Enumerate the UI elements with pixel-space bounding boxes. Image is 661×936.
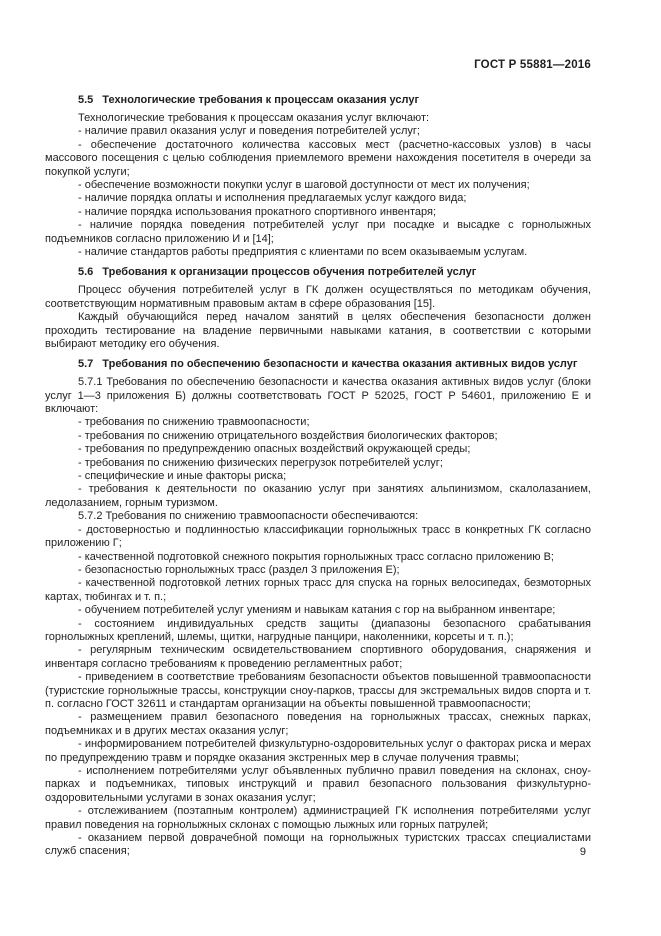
list-item: - наличие стандартов работы предприятия с клиентами по всем оказываемым услугам.	[78, 245, 528, 258]
list-item: - информированием потребителей физкультурно-оздоровительных услуг о факторах риска и мерах по предупреждению травм и порядке оказания экстренных мер в случае получения травмы;	[45, 738, 591, 764]
list-item: - наличие порядка использования прокатного спортивного инвентаря;	[78, 205, 437, 218]
list-item: - специфические и иные факторы риска;	[78, 470, 287, 483]
paragraph: Каждый обучающийся перед началом занятий в целях обеспечения безопасности должен проходить тестирование на владение первичными навыками катания, в соответствии с которыми выбирают методику его обучения.	[45, 311, 591, 350]
section-heading	[45, 358, 591, 371]
section-title: Технологические требования к процессам оказания услуг	[102, 94, 420, 106]
list-item: - достоверностью и подлинностью классификации горнолыжных трасс в конкретных ГК согласно приложению Г;	[45, 523, 591, 550]
list-item: - наличие порядка поведения потребителей услуг при посадке и высадке с горнолыжных подъемников согласно приложению И и [14];	[45, 219, 591, 245]
list-item: - обеспечение достаточного количества кассовых мест (расчетно-кассовых узлов) в часы массового посещения с целью соблюдения приемлемого времени нахождения посетителя в очереди за покупкой услуги;	[45, 138, 591, 178]
list-item: - безопасностью горнолыжных трасс (раздел 3 приложения Е);	[78, 563, 400, 576]
document-body	[45, 87, 591, 859]
paragraph: Процесс обучения потребителей услуг в ГК должен осуществляться по методикам обучения, соответствующим нормативным правовым актам в сфере образования [15].	[45, 284, 591, 310]
list-item: - требования по снижению физических перегрузок потребителей услуг;	[78, 456, 443, 469]
running-header: ГОСТ Р 55881—2016	[474, 59, 591, 71]
section-number: 5.5	[78, 94, 94, 106]
list-item: - требования по предупреждению опасных воздействий окружающей среды;	[78, 443, 471, 456]
page-number: 9	[579, 846, 586, 858]
list-item: - отслеживанием (поэтапным контролем) администрацией ГК исполнения потребителями услуг правил поведения на горнолыжных склонах с помощью лыжных или горных патрулей;	[45, 805, 591, 831]
section-number: 5.7	[78, 358, 94, 371]
paragraph: 5.7.2 Требования по снижению травмоопасности обеспечиваются:	[78, 510, 419, 523]
list-item: - требования к деятельности по оказанию услуг при занятиях альпинизмом, скалолазанием, ледолазанием, горным туризмом.	[45, 483, 591, 509]
list-item: - размещением правил безопасного поведения на горнолыжных трассах, снежных парках, подъемниках и в других местах оказания услуг;	[45, 711, 591, 737]
list-item: - состоянием индивидуальных средств защиты (диапазоны безопасного срабатывания горнолыжных креплений, шлемы, щитки, нагрудные панцири, наколенники, корсеты и т. п.);	[45, 617, 591, 643]
list-item: - исполнением потребителями услуг объявленных публично правил поведения на склонах, сноу-парках и подъемниках, типовых инструкций и правил безопасного пользования физкультурно-оздоровительными услугами в зонах оказания услуг;	[45, 765, 591, 804]
section-number: 5.6	[78, 266, 94, 279]
list-item: - регулярным техническим освидетельствованием спортивного оборудования, снаряжения и инвентаря согласно требованиям к проведению регламентных работ;	[45, 644, 591, 670]
list-item: - наличие правил оказания услуг и поведения потребителей услуг;	[78, 125, 420, 138]
section-heading	[45, 266, 591, 279]
list-item: - требования по снижению отрицательного воздействия биологических факторов;	[78, 429, 498, 442]
section-heading	[45, 94, 591, 107]
list-item: - качественной подготовкой летних горных трасс для спуска на горных велосипедах, безмоторных картах, тюбингах и т. п.;	[45, 577, 591, 603]
list-item: - обучением потребителей услуг умениям и навыкам катания с гор на выбранном инвентаре;	[78, 604, 556, 617]
paragraph: 5.7.1 Требования по обеспечению безопасности и качества оказания активных видов услуг (блоки услуг 1—3 приложения Б) должны соответствовать ГОСТ Р 52025, ГОСТ Р 54601, приложению Е и включают:	[45, 376, 591, 416]
section-title: Требования по обеспечению безопасности и качества оказания активных видов услуг	[102, 358, 578, 371]
list-item: - требования по снижению травмоопасности;	[78, 416, 310, 429]
paragraph: Технологические требования к процессам оказания услуг включают:	[78, 111, 430, 124]
section-title: Требования к организации процессов обучения потребителей услуг	[102, 266, 477, 279]
list-item: - наличие порядка оплаты и исполнения предлагаемых услуг каждого вида;	[78, 192, 467, 205]
list-item: - качественной подготовкой снежного покрытия горнолыжных трасс согласно приложению В;	[78, 550, 554, 563]
list-item: - оказанием первой доврачебной помощи на горнолыжных туристских трассах специалистами служб спасения;	[45, 832, 591, 858]
list-item: - приведением в соответствие требованиям безопасности объектов повышенной травмоопасности (туристские горнолыжные трассы, конструкции сноу-парков, трассы для экстремальных видов спорта и т. п. согласно ГОСТ 32611 и стандартам организации на объекты повышенной травмоопасности;	[45, 671, 591, 710]
list-item: - обеспечение возможности покупки услуг в шаговой доступности от мест их получения;	[78, 178, 530, 191]
